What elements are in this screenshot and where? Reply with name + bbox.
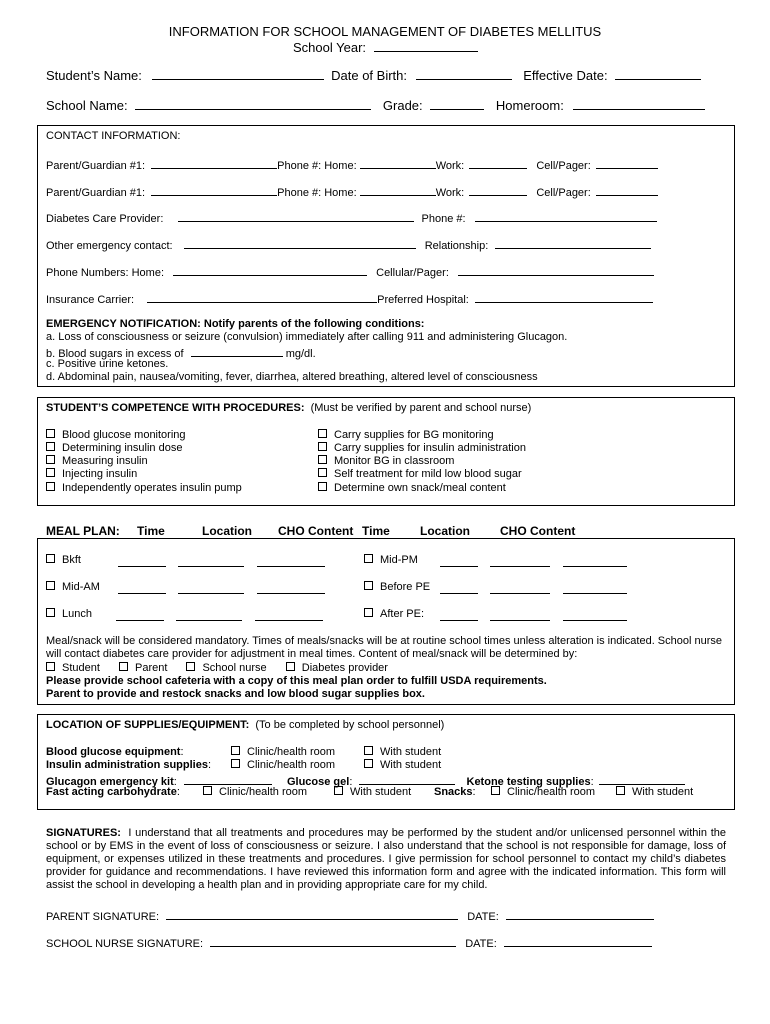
school-year-field[interactable] [374,40,478,52]
meal-cho-field[interactable] [257,555,325,567]
checkbox[interactable] [186,662,195,671]
meal-row-lunch [46,608,92,620]
provider-row [46,210,657,225]
meal-row-midpm [364,554,418,566]
meal-location-field[interactable] [490,555,550,567]
parent-label: Parent/Guardian #1: [46,160,146,172]
phone-home-label: Phone #: Home: [277,187,357,199]
effective-date-label: Effective Date: [523,68,608,83]
snacks-row: Snacks: [434,786,476,798]
bge-row: Blood glucose equipment: [46,746,184,758]
provider-field[interactable] [178,210,414,222]
homeroom-label: Homeroom: [495,98,564,113]
relationship-label: Relationship: [424,240,489,252]
insulin-student-option[interactable] [364,759,441,771]
parent-date-field[interactable] [506,908,654,920]
school-name-field[interactable] [135,98,371,110]
provider-label: Diabetes Care Provider: [46,213,164,225]
meal-cho-header: CHO Content [500,524,576,538]
school-year-row [293,40,478,55]
parent1-row [46,157,658,172]
meal-location-field[interactable] [490,609,550,621]
parent2-row [46,184,658,199]
insulin-label: Insulin administration supplies [46,759,208,771]
cellular-field[interactable] [458,264,654,276]
option-school-nurse[interactable] [186,662,266,674]
hospital-field[interactable] [475,291,653,303]
meal-time-field[interactable] [116,609,164,621]
checkbox[interactable] [318,482,327,491]
snacks-clinic-option[interactable] [491,786,595,798]
option-label: Student [62,662,100,674]
phone-home-label: Phone #: Home: [277,160,357,172]
meal-row-label: Before PE [380,581,431,593]
checkbox[interactable] [46,455,55,464]
carb-clinic-option[interactable] [203,786,307,798]
competence-right-item[interactable] [318,455,454,467]
option-label: With student [632,786,694,798]
meal-time-field[interactable] [440,582,478,594]
option-student[interactable] [46,662,100,674]
competence-header [46,402,531,414]
school-year-label: School Year: [293,40,367,55]
insulin-row: Insulin administration supplies: [46,759,212,771]
insurance-label: Insurance Carrier: [46,294,135,306]
ketone-field[interactable] [599,773,685,785]
grade-label: Grade: [382,98,423,113]
checkbox[interactable] [318,468,327,477]
option-diabetes-provider[interactable] [286,662,388,674]
ketone-label: Ketone testing supplies [466,776,591,788]
meal-row-label: Mid-PM [380,554,418,566]
glucose-gel-label: Glucose gel [286,776,350,788]
emergency-heading: EMERGENCY NOTIFICATION: Notify parents of the following conditions: [46,318,425,330]
option-label: Clinic/health room [247,746,336,758]
meal-row-fields [118,581,325,599]
checkbox[interactable] [46,608,55,617]
emergency-b-label: b. Blood sugars in excess of [46,348,184,360]
cell-label: Cell/Pager: [536,160,591,172]
option-label: Diabetes provider [301,662,388,674]
blood-sugar-limit-field[interactable] [191,345,283,357]
checkbox[interactable] [46,468,55,477]
meal-cho-field[interactable] [563,555,627,567]
bge-label: Blood glucose equipment [46,746,181,758]
competence-left-item[interactable] [46,482,242,494]
bge-student-option[interactable] [364,746,441,758]
emergency-item-d: d. Abdominal pain, nausea/vomiting, fever, diarrhea, altered breathing, altered level of consciousness [46,371,538,383]
work-label: Work: [435,160,465,172]
meal-heading: MEAL PLAN: [46,524,120,538]
meal-location-field[interactable] [178,555,244,567]
checkbox-label: Determining insulin dose [62,442,183,454]
meal-cho-field[interactable] [255,609,323,621]
option-label: Parent [134,662,168,674]
checkbox[interactable] [46,554,55,563]
insurance-row [46,291,653,306]
parent-field[interactable] [151,184,277,196]
checkbox[interactable] [364,554,373,563]
parent-signature-label: PARENT SIGNATURE: [46,911,160,923]
insurance-field[interactable] [147,291,377,303]
work-field[interactable] [469,157,527,169]
checkbox[interactable] [46,662,55,671]
carb-student-option[interactable] [334,786,411,798]
checkbox-label: Self treatment for mild low blood sugar [334,468,522,480]
effective-date-field[interactable] [615,68,701,80]
checkbox[interactable] [231,759,240,768]
meal-row-label: Bkft [62,554,81,566]
option-label: Clinic/health room [507,786,596,798]
homeroom-field[interactable] [573,98,705,110]
nurse-signature-label: SCHOOL NURSE SIGNATURE: [46,938,204,950]
checkbox[interactable] [286,662,295,671]
checkbox-label: Injecting insulin [62,468,138,480]
meal-time-field[interactable] [440,555,478,567]
dob-label: Date of Birth: [331,68,407,83]
restock-note: Parent to provide and restock snacks and low blood sugar supplies box. [46,688,425,700]
checkbox-label: Monitor BG in classroom [334,455,455,467]
relationship-field[interactable] [495,237,651,249]
provider-phone-label: Phone #: [421,213,466,225]
checkbox[interactable] [231,746,240,755]
competence-note: (Must be verified by parent and school nurse) [310,402,532,414]
meal-row-label: Lunch [62,608,92,620]
meal-location-header: Location [202,524,252,538]
option-label: Clinic/health room [247,759,336,771]
checkbox[interactable] [46,482,55,491]
parent-signature-field[interactable] [166,908,458,920]
competence-left-item[interactable] [46,455,148,467]
meal-plan-note: Meal/snack will be considered mandatory. Times of meals/snacks will be at routine school times unless alteration is indicated. School nurse will contact diabetes care provider for adjustment in meal times. Content of meal/snack will be determined by: [46,635,723,660]
cafeteria-note: Please provide school cafeteria with a copy of this meal plan order to fulfill USDA requirements. [46,675,547,687]
checkbox-label: Blood glucose monitoring [62,429,186,441]
glucose-gel-field[interactable] [359,773,455,785]
option-label: With student [380,759,442,771]
contact-heading: CONTACT INFORMATION: [46,130,181,142]
work-label: Work: [435,187,465,199]
option-label: With student [380,746,442,758]
meal-location-field[interactable] [178,582,244,594]
student-name-label: Student’s Name: [46,68,142,83]
meal-row-label: Mid-AM [62,581,100,593]
checkbox[interactable] [203,786,212,795]
other-contact-field[interactable] [184,237,416,249]
option-label: Clinic/health room [219,786,308,798]
bge-clinic-option[interactable] [231,746,335,758]
meal-time-header: Time [362,524,390,538]
signatures-heading: SIGNATURES: [46,827,121,839]
parent-label: Parent/Guardian #1: [46,187,146,199]
emergency-item-c: c. Positive urine ketones. [46,358,169,370]
competence-right-item[interactable] [318,468,522,480]
student-row-2 [46,98,705,113]
carb-label: Fast acting carbohydrate [46,786,177,798]
supplies-header [46,719,444,731]
competence-left-item[interactable] [46,468,137,480]
supplies-heading: LOCATION OF SUPPLIES/EQUIPMENT: [46,719,250,731]
phone-numbers-row [46,264,654,279]
competence-left-item[interactable] [46,429,186,441]
other-contact-label: Other emergency contact: [46,240,173,252]
option-label: With student [350,786,412,798]
meal-row-before-pe [364,581,430,593]
phone-home-field[interactable] [360,157,436,169]
competence-left-item[interactable] [46,442,182,454]
meal-time-field[interactable] [118,582,166,594]
meal-location-field[interactable] [176,609,242,621]
form-title: INFORMATION FOR SCHOOL MANAGEMENT OF DIABETES MELLITUS [168,24,602,39]
phone-home-field[interactable] [360,184,436,196]
competence-right-item[interactable] [318,482,506,494]
checkbox[interactable] [318,442,327,451]
meal-row-bkft [46,554,81,566]
insulin-clinic-option[interactable] [231,759,335,771]
meal-time-field[interactable] [118,555,166,567]
glucagon-label: Glucagon emergency kit [46,776,174,788]
cellular-label: Cellular/Pager: [376,267,449,279]
option-parent[interactable] [119,662,167,674]
cell-field[interactable] [596,157,658,169]
meal-cho-header: CHO Content [278,524,354,538]
meal-row-fields [118,554,325,572]
dob-field[interactable] [416,68,512,80]
option-label: School nurse [202,662,267,674]
competence-right-item[interactable] [318,442,526,454]
glucagon-field[interactable] [184,773,272,785]
checkbox[interactable] [119,662,128,671]
meal-row-fields [440,608,627,626]
checkbox[interactable] [318,455,327,464]
other-contact-row [46,237,651,252]
meal-content-options [46,662,388,674]
carb-row: Fast acting carbohydrate: [46,786,180,798]
phone-numbers-home-field[interactable] [173,264,367,276]
glucagon-row: Glucagon emergency kit: Glucose gel: Ketone testing supplies: [46,773,685,788]
work-field[interactable] [469,184,527,196]
checkbox-label: Carry supplies for insulin administration [334,442,526,454]
checkbox-label: Measuring insulin [62,455,148,467]
meal-cho-field[interactable] [257,582,325,594]
signatures-text: I understand that all treatments and procedures may be performed by the student and/or unlicensed personnel within the school or by EMS in the event of loss of consciousness or seizure. I also understand that the school is not responsible for damage, loss of equipment, or expenses utilized in these treatments and procedures. I give permission for school personnel to contact my child’s diabetes provider for guidance and recommendations. I have reviewed this information form and agree with the indicated information. This form will assist the school in developing a health plan and in providing appropriate care for my child. [46,827,726,891]
meal-time-field[interactable] [440,609,478,621]
checkbox-label: Determine own snack/meal content [334,482,506,494]
cell-field[interactable] [596,184,658,196]
nurse-signature-row [46,935,652,950]
signatures-paragraph [46,827,726,892]
meal-row-fields [116,608,323,626]
date-label: DATE: [465,938,497,950]
checkbox[interactable] [364,746,373,755]
meal-row-midam [46,581,100,593]
cell-label: Cell/Pager: [536,187,591,199]
competence-heading: STUDENT’S COMPETENCE WITH PROCEDURES: [46,402,305,414]
meal-row-fields [440,581,627,599]
checkbox[interactable] [364,608,373,617]
student-name-field[interactable] [152,68,324,80]
parent-field[interactable] [151,157,277,169]
checkbox[interactable] [318,429,327,438]
meal-time-header: Time [137,524,165,538]
meal-row-fields [440,554,627,572]
checkbox[interactable] [334,786,343,795]
emergency-b-unit: mg/dl. [285,348,316,360]
hospital-label: Preferred Hospital: [377,294,469,306]
meal-row-label: After PE: [380,608,425,620]
checkbox[interactable] [364,581,373,590]
date-label: DATE: [467,911,499,923]
competence-right-item[interactable] [318,429,494,441]
emergency-item-a: a. Loss of consciousness or seizure (convulsion) immediately after calling 911 and administering Glucagon. [46,331,568,343]
nurse-signature-field[interactable] [210,935,456,947]
checkbox[interactable] [46,442,55,451]
nurse-date-field[interactable] [504,935,652,947]
checkbox[interactable] [491,786,500,795]
meal-location-field[interactable] [490,582,550,594]
checkbox[interactable] [46,429,55,438]
checkbox[interactable] [46,581,55,590]
checkbox[interactable] [616,786,625,795]
meal-cho-field[interactable] [563,582,627,594]
grade-field[interactable] [430,98,484,110]
meal-location-header: Location [420,524,470,538]
snacks-label: Snacks [434,786,473,798]
supplies-note: (To be completed by school personnel) [255,719,445,731]
parent-signature-row [46,908,654,923]
meal-cho-field[interactable] [563,609,627,621]
checkbox[interactable] [364,759,373,768]
snacks-student-option[interactable] [616,786,693,798]
checkbox-label: Carry supplies for BG monitoring [334,429,494,441]
meal-row-after-pe [364,608,424,620]
phone-numbers-label: Phone Numbers: Home: [46,267,164,279]
checkbox-label: Independently operates insulin pump [62,482,242,494]
student-row-1 [46,68,701,83]
school-name-label: School Name: [46,98,128,113]
provider-phone-field[interactable] [475,210,657,222]
